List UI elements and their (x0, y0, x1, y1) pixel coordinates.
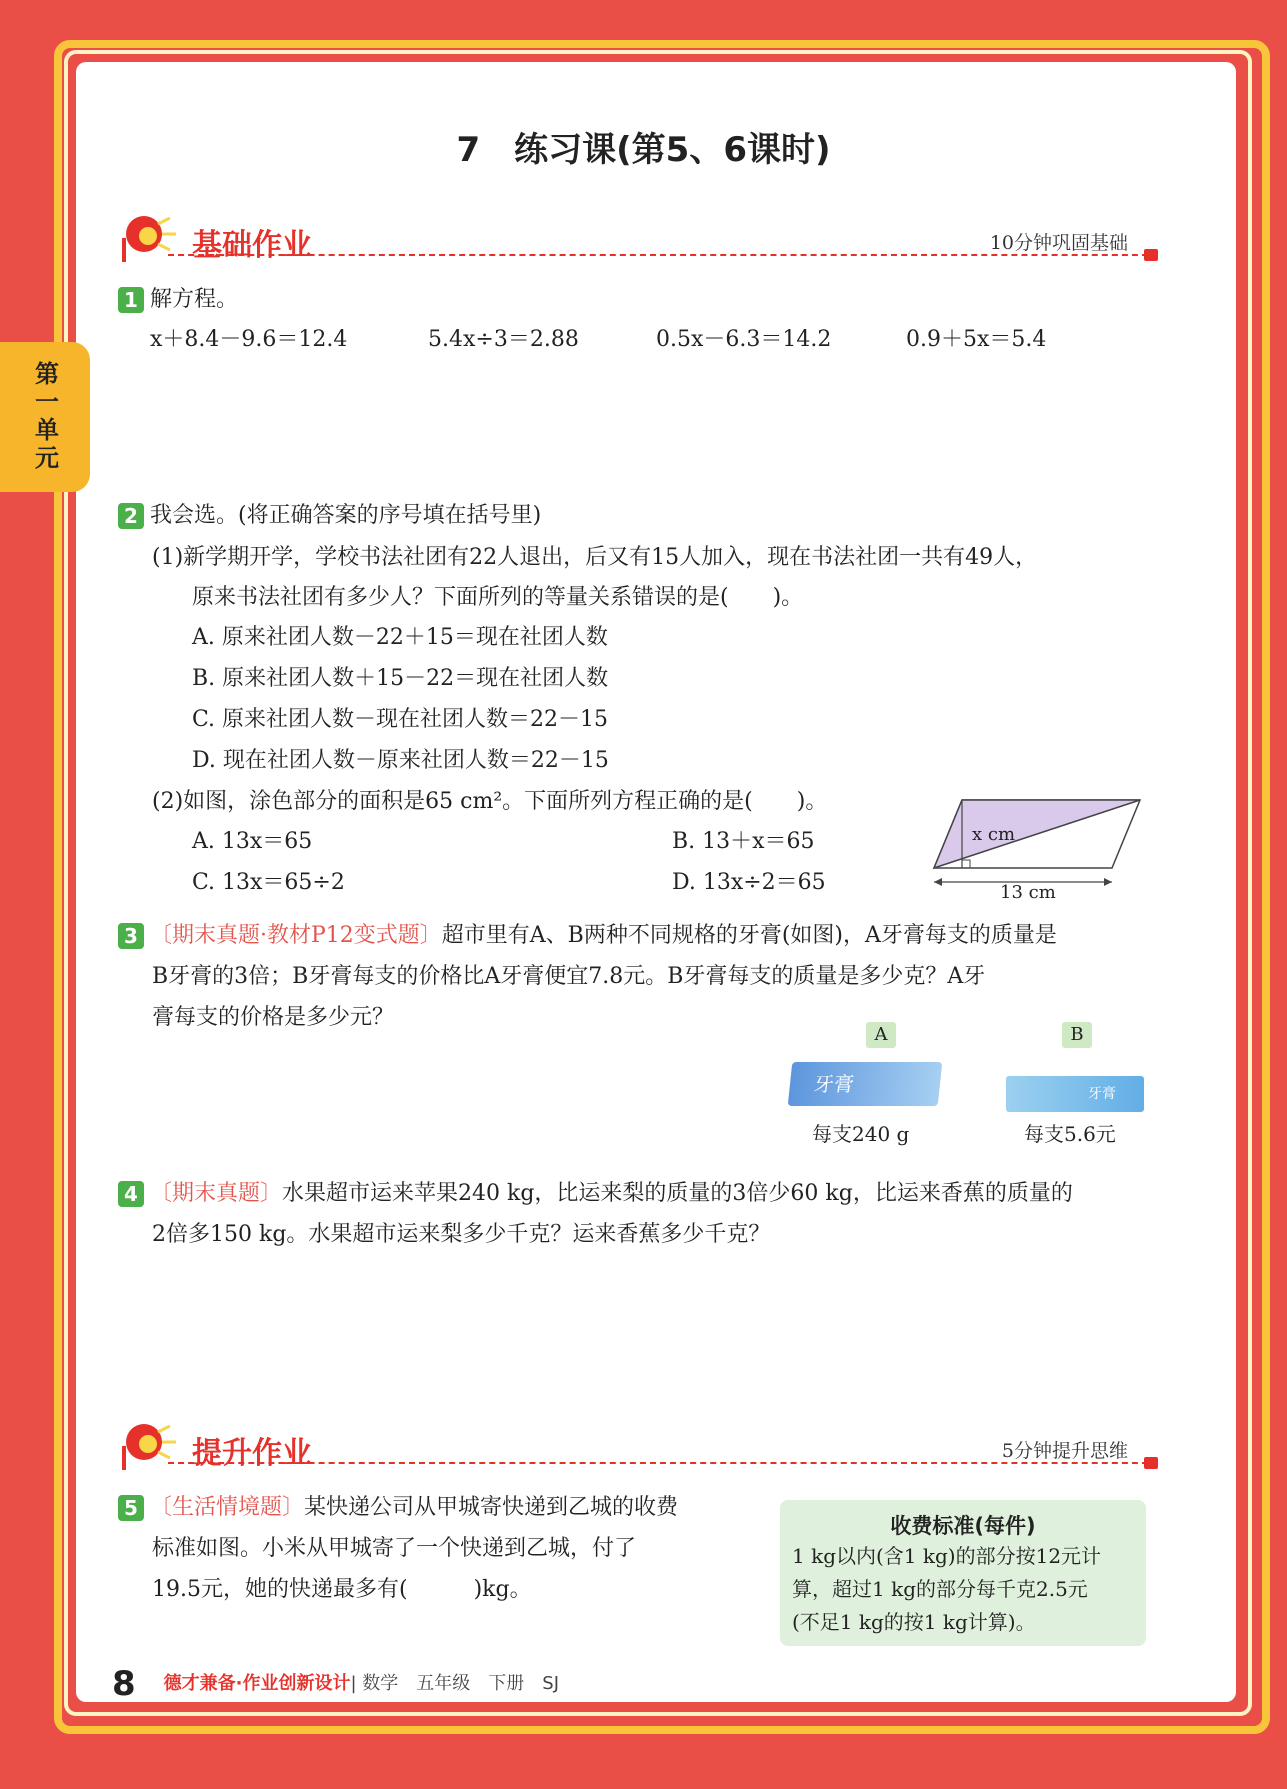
section-divider (168, 254, 1158, 256)
toothpaste-b-label: B (1062, 1022, 1092, 1048)
q4-text1: 水果超市运来苹果240 kg，比运来梨的质量的3倍少60 kg，比运来香蕉的质量的 (282, 1181, 1073, 1206)
q5-tag: 〔生活情境题〕 (150, 1495, 305, 1520)
q2-p2-option-d: D. 13x÷2＝65 (672, 870, 826, 895)
q5-line1 (118, 1488, 678, 1528)
toothpaste-a-image: 牙膏 (788, 1062, 943, 1106)
q3-text1: 超市里有A、B两种不同规格的牙膏(如图)，A牙膏每支的质量是 (441, 923, 1057, 948)
q2-header (118, 496, 541, 536)
figure-base-label: 13 cm (1000, 882, 1056, 903)
q2-p2-option-b: B. 13＋x＝65 (672, 829, 815, 854)
q4-tag: 〔期末真题〕 (150, 1181, 283, 1206)
toothpaste-a-caption: 每支240 g (812, 1122, 910, 1146)
q2-option-c: C. 原来社团人数－现在社团人数＝22－15 (192, 707, 609, 732)
q4-line1 (118, 1174, 1073, 1214)
q5-line3: 19.5元，她的快递最多有( )kg。 (152, 1577, 532, 1602)
section-advanced-title: 提升作业 (192, 1436, 312, 1471)
page-number: 8 (112, 1664, 136, 1704)
q3-line3: 膏每支的价格是多少元？ (152, 1005, 395, 1030)
q1-text: 解方程。 (150, 287, 239, 312)
q2-p2-option-a: A. 13x＝65 (192, 829, 313, 854)
section-advanced-subtitle: 5分钟提升思维 (1001, 1440, 1128, 1462)
divider-end (1144, 249, 1158, 261)
toothpaste-a-label: A (866, 1022, 896, 1048)
unit-tab: 第一单元 (0, 342, 90, 492)
q2-p2-option-c: C. 13x＝65÷2 (192, 870, 345, 895)
toothpaste-b-caption: 每支5.6元 (1024, 1122, 1116, 1146)
q1-number: 1 (118, 287, 144, 313)
q5-line2: 标准如图。小米从甲城寄了一个快递到乙城，付了 (152, 1536, 637, 1561)
fee-box-line2: 算，超过1 kg的部分每千克2.5元 (792, 1577, 1088, 1601)
section-advanced-header (118, 1418, 1158, 1474)
footer-brand: 德才兼备·作业创新设计 (163, 1673, 351, 1694)
section-basic-subtitle: 10分钟巩固基础 (989, 232, 1128, 254)
page-title: 7 练习课(第5、6课时) (456, 130, 831, 170)
q2-number: 2 (118, 503, 144, 529)
fee-box-line1: 1 kg以内(含1 kg)的部分按12元计 (792, 1544, 1102, 1568)
q4-number: 4 (118, 1181, 144, 1207)
q3-tag: 〔期末真题·教材P12变式题〕 (150, 923, 442, 948)
fee-standard-box (780, 1500, 1146, 1646)
equation-1: x＋8.4－9.6＝12.4 (150, 327, 348, 352)
footer-info: | 数学 五年级 下册 SJ (350, 1673, 560, 1694)
divider-end (1144, 1457, 1158, 1469)
section-basic-header (118, 210, 1158, 266)
q2-option-d: D. 现在社团人数－原来社团人数＝22－15 (192, 748, 609, 773)
q2-text: 我会选。(将正确答案的序号填在括号里) (150, 503, 542, 528)
fee-box-line3: (不足1 kg的按1 kg计算)。 (792, 1610, 1036, 1634)
q2-part2: (2)如图，涂色部分的面积是65 cm²。下面所列方程正确的是( )。 (152, 789, 828, 814)
q2-part1-line2: 原来书法社团有多少人？下面所列的等量关系错误的是( )。 (192, 585, 804, 610)
q5-number: 5 (118, 1495, 144, 1521)
section-divider (168, 1462, 1158, 1464)
q4-line2: 2倍多150 kg。水果超市运来梨多少千克？运来香蕉多少千克？ (152, 1222, 771, 1247)
q3-number: 3 (118, 923, 144, 949)
q1-header (118, 280, 238, 320)
q3-line1 (118, 916, 1057, 956)
figure-height-label: x cm (972, 824, 1016, 845)
section-basic-title: 基础作业 (192, 228, 312, 263)
q2-option-b: B. 原来社团人数＋15－22＝现在社团人数 (192, 666, 609, 691)
q2-option-a: A. 原来社团人数－22＋15＝现在社团人数 (192, 625, 608, 650)
equation-2: 5.4x÷3＝2.88 (428, 327, 579, 352)
equation-3: 0.5x－6.3＝14.2 (656, 327, 832, 352)
toothpaste-b-image: 牙膏 (1006, 1076, 1144, 1112)
fee-box-title: 收费标准(每件) (890, 1514, 1036, 1538)
q3-line2: B牙膏的3倍；B牙膏每支的价格比A牙膏便宜7.8元。B牙膏每支的质量是多少克？A牙 (152, 964, 986, 989)
q5-text1: 某快递公司从甲城寄快递到乙城的收费 (304, 1495, 679, 1520)
equation-4: 0.9＋5x＝5.4 (906, 327, 1047, 352)
footer (112, 1664, 559, 1704)
q2-part1-line1: (1)新学期开学，学校书法社团有22人退出，后又有15人加入，现在书法社团一共有49人， (152, 545, 1038, 570)
